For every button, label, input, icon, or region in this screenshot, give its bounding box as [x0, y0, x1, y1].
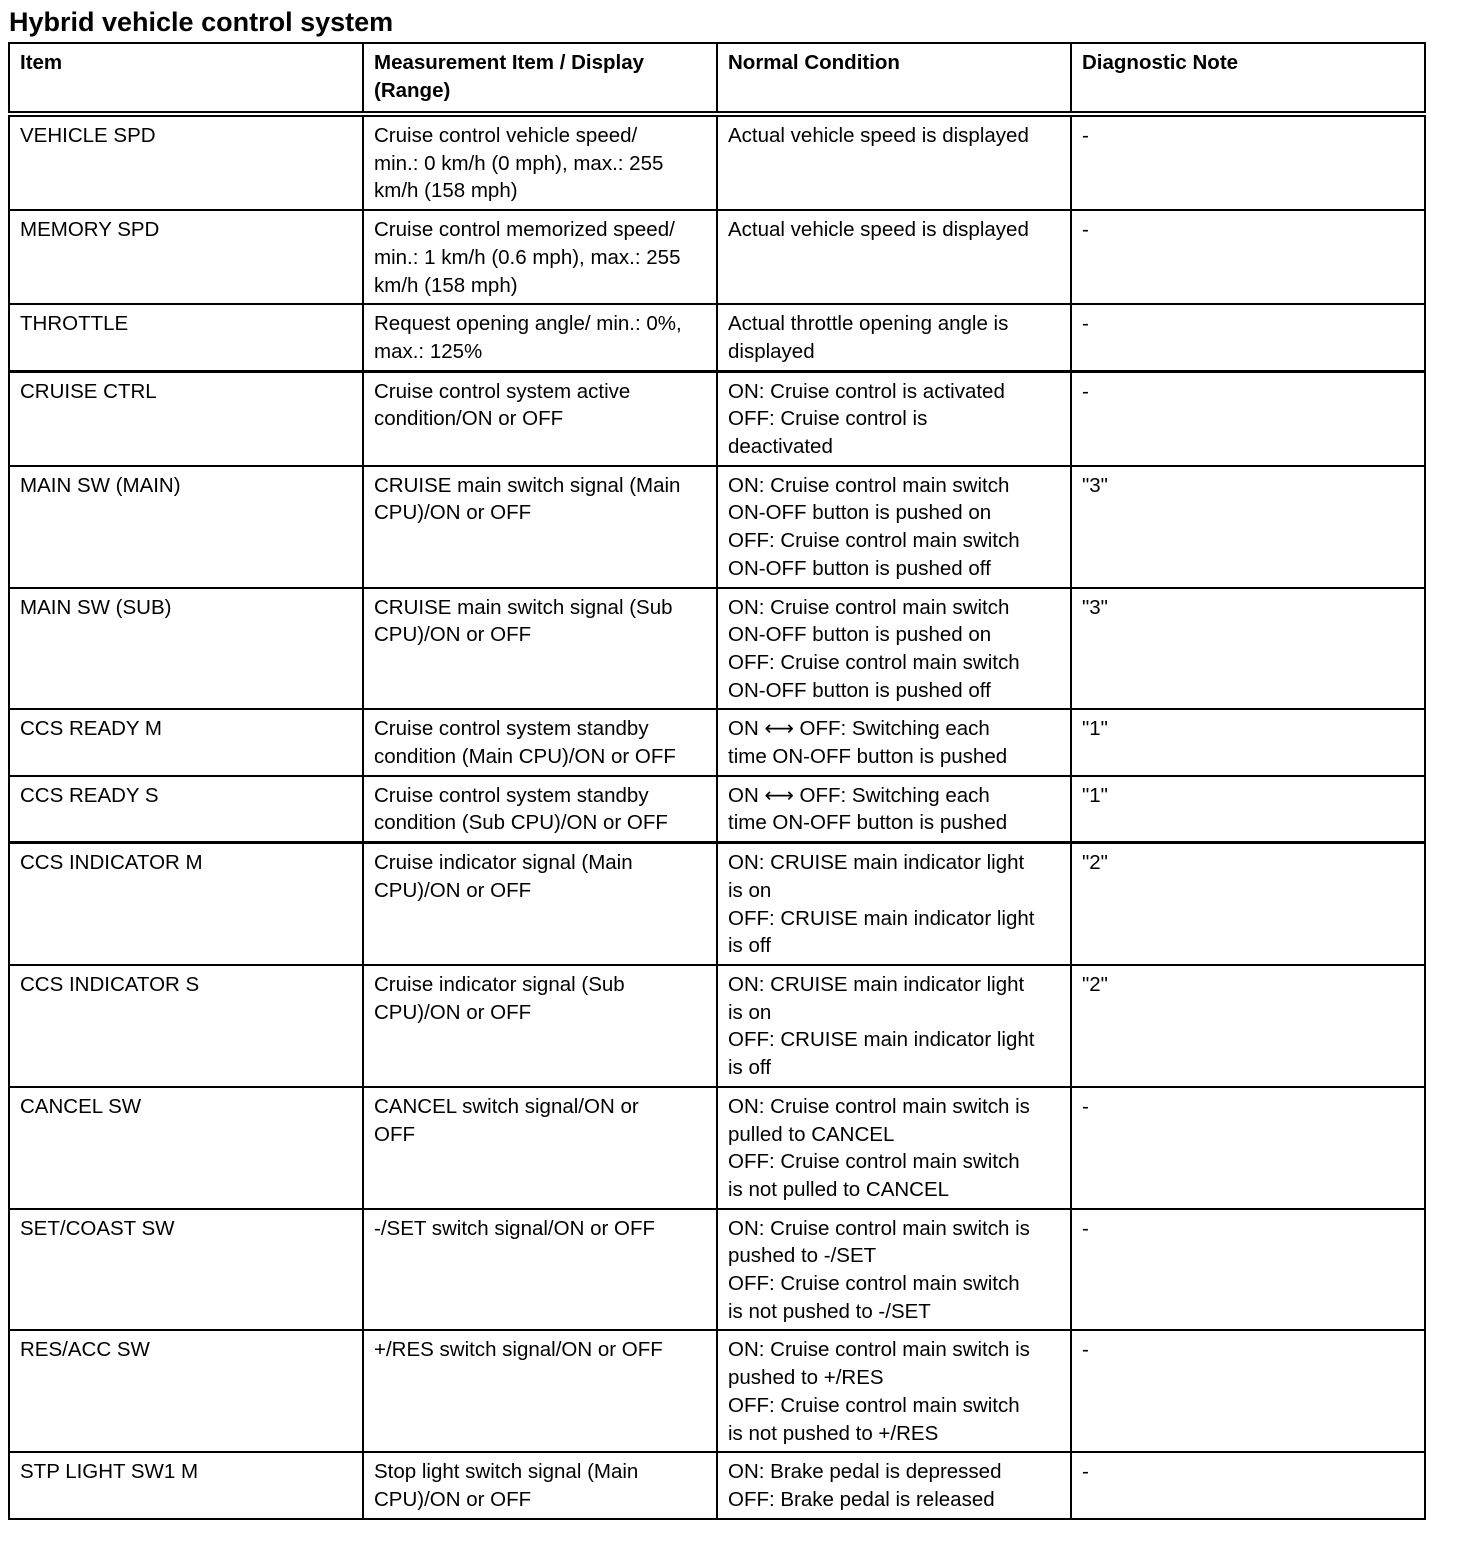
cell-item: CCS INDICATOR S [9, 965, 363, 1087]
cell-diagnostic-note: "3" [1071, 588, 1425, 710]
cell-diagnostic-note: "1" [1071, 776, 1425, 843]
table-row [9, 210, 1425, 304]
cell-normal-condition: Actual vehicle speed is displayed [717, 114, 1071, 210]
cell-diagnostic-note: - [1071, 304, 1425, 371]
cell-diagnostic-note: "2" [1071, 843, 1425, 965]
cell-normal-condition: ON: Cruise control is activated OFF: Cruise control is deactivated [717, 371, 1071, 466]
cell-measurement: -/SET switch signal/ON or OFF [363, 1209, 717, 1331]
header-diagnostic-note: Diagnostic Note [1071, 43, 1425, 114]
table-header-row [9, 43, 1425, 114]
cell-diagnostic-note: - [1071, 1087, 1425, 1209]
cell-item: VEHICLE SPD [9, 114, 363, 210]
cell-diagnostic-note: "1" [1071, 709, 1425, 775]
cell-diagnostic-note: "2" [1071, 965, 1425, 1087]
table-row [9, 709, 1425, 775]
cell-normal-condition: ON: Cruise control main switch is pulled to CANCEL OFF: Cruise control main switch is not pulled to CANCEL [717, 1087, 1071, 1209]
cell-item: CCS READY S [9, 776, 363, 843]
cell-measurement: Cruise control system standby condition (Main CPU)/ON or OFF [363, 709, 717, 775]
table-row [9, 776, 1425, 843]
data-list-table [8, 42, 1426, 1520]
cell-item: MAIN SW (SUB) [9, 588, 363, 710]
table-row [9, 1087, 1425, 1209]
table-row [9, 1330, 1425, 1452]
cell-item: THROTTLE [9, 304, 363, 371]
cell-item: CANCEL SW [9, 1087, 363, 1209]
cell-diagnostic-note: - [1071, 371, 1425, 466]
cell-item: SET/COAST SW [9, 1209, 363, 1331]
cell-measurement: Cruise control system standby condition (Sub CPU)/ON or OFF [363, 776, 717, 843]
header-item: Item [9, 43, 363, 114]
cell-measurement: Cruise indicator signal (Sub CPU)/ON or OFF [363, 965, 717, 1087]
cell-item: MAIN SW (MAIN) [9, 466, 363, 588]
cell-item: STP LIGHT SW1 M [9, 1452, 363, 1518]
cell-normal-condition: Actual vehicle speed is displayed [717, 210, 1071, 304]
cell-measurement: CANCEL switch signal/ON or OFF [363, 1087, 717, 1209]
page-title: Hybrid vehicle control system [9, 7, 394, 37]
cell-diagnostic-note: - [1071, 1209, 1425, 1331]
cell-item: CCS READY M [9, 709, 363, 775]
cell-measurement: Cruise control vehicle speed/ min.: 0 km/h (0 mph), max.: 255 km/h (158 mph) [363, 114, 717, 210]
cell-item: CCS INDICATOR M [9, 843, 363, 965]
cell-normal-condition: ON: Cruise control main switch ON-OFF button is pushed on OFF: Cruise control main switch ON-OFF button is pushed off [717, 588, 1071, 710]
cell-item: RES/ACC SW [9, 1330, 363, 1452]
cell-normal-condition: ON: Cruise control main switch is pushed to +/RES OFF: Cruise control main switch is not pushed to +/RES [717, 1330, 1071, 1452]
cell-normal-condition: ON ⟷ OFF: Switching each time ON-OFF button is pushed [717, 709, 1071, 775]
cell-diagnostic-note: - [1071, 114, 1425, 210]
cell-normal-condition: ON: Cruise control main switch ON-OFF button is pushed on OFF: Cruise control main switch ON-OFF button is pushed off [717, 466, 1071, 588]
cell-item: CRUISE CTRL [9, 371, 363, 466]
cell-normal-condition: Actual throttle opening angle is displayed [717, 304, 1071, 371]
cell-diagnostic-note: - [1071, 210, 1425, 304]
table-row [9, 304, 1425, 371]
table-row [9, 965, 1425, 1087]
cell-measurement: Cruise control memorized speed/ min.: 1 km/h (0.6 mph), max.: 255 km/h (158 mph) [363, 210, 717, 304]
table-row [9, 1452, 1425, 1518]
cell-measurement: CRUISE main switch signal (Sub CPU)/ON or OFF [363, 588, 717, 710]
cell-measurement: Request opening angle/ min.: 0%, max.: 125% [363, 304, 717, 371]
cell-measurement: Cruise control system active condition/ON or OFF [363, 371, 717, 466]
table-row [9, 466, 1425, 588]
cell-measurement: CRUISE main switch signal (Main CPU)/ON or OFF [363, 466, 717, 588]
table-row [9, 588, 1425, 710]
cell-measurement: Cruise indicator signal (Main CPU)/ON or OFF [363, 843, 717, 965]
cell-normal-condition: ON ⟷ OFF: Switching each time ON-OFF button is pushed [717, 776, 1071, 843]
cell-normal-condition: ON: CRUISE main indicator light is on OFF: CRUISE main indicator light is off [717, 843, 1071, 965]
cell-measurement: Stop light switch signal (Main CPU)/ON or OFF [363, 1452, 717, 1518]
cell-diagnostic-note: "3" [1071, 466, 1425, 588]
cell-normal-condition: ON: CRUISE main indicator light is on OFF: CRUISE main indicator light is off [717, 965, 1071, 1087]
cell-diagnostic-note: - [1071, 1330, 1425, 1452]
cell-measurement: +/RES switch signal/ON or OFF [363, 1330, 717, 1452]
cell-normal-condition: ON: Cruise control main switch is pushed to -/SET OFF: Cruise control main switch is not pushed to -/SET [717, 1209, 1071, 1331]
header-measurement: Measurement Item / Display (Range) [363, 43, 717, 114]
cell-item: MEMORY SPD [9, 210, 363, 304]
cell-diagnostic-note: - [1071, 1452, 1425, 1518]
table-row [9, 1209, 1425, 1331]
header-normal-condition: Normal Condition [717, 43, 1071, 114]
table-row [9, 843, 1425, 965]
cell-normal-condition: ON: Brake pedal is depressed OFF: Brake pedal is released [717, 1452, 1071, 1518]
table-row [9, 114, 1425, 210]
table-row [9, 371, 1425, 466]
